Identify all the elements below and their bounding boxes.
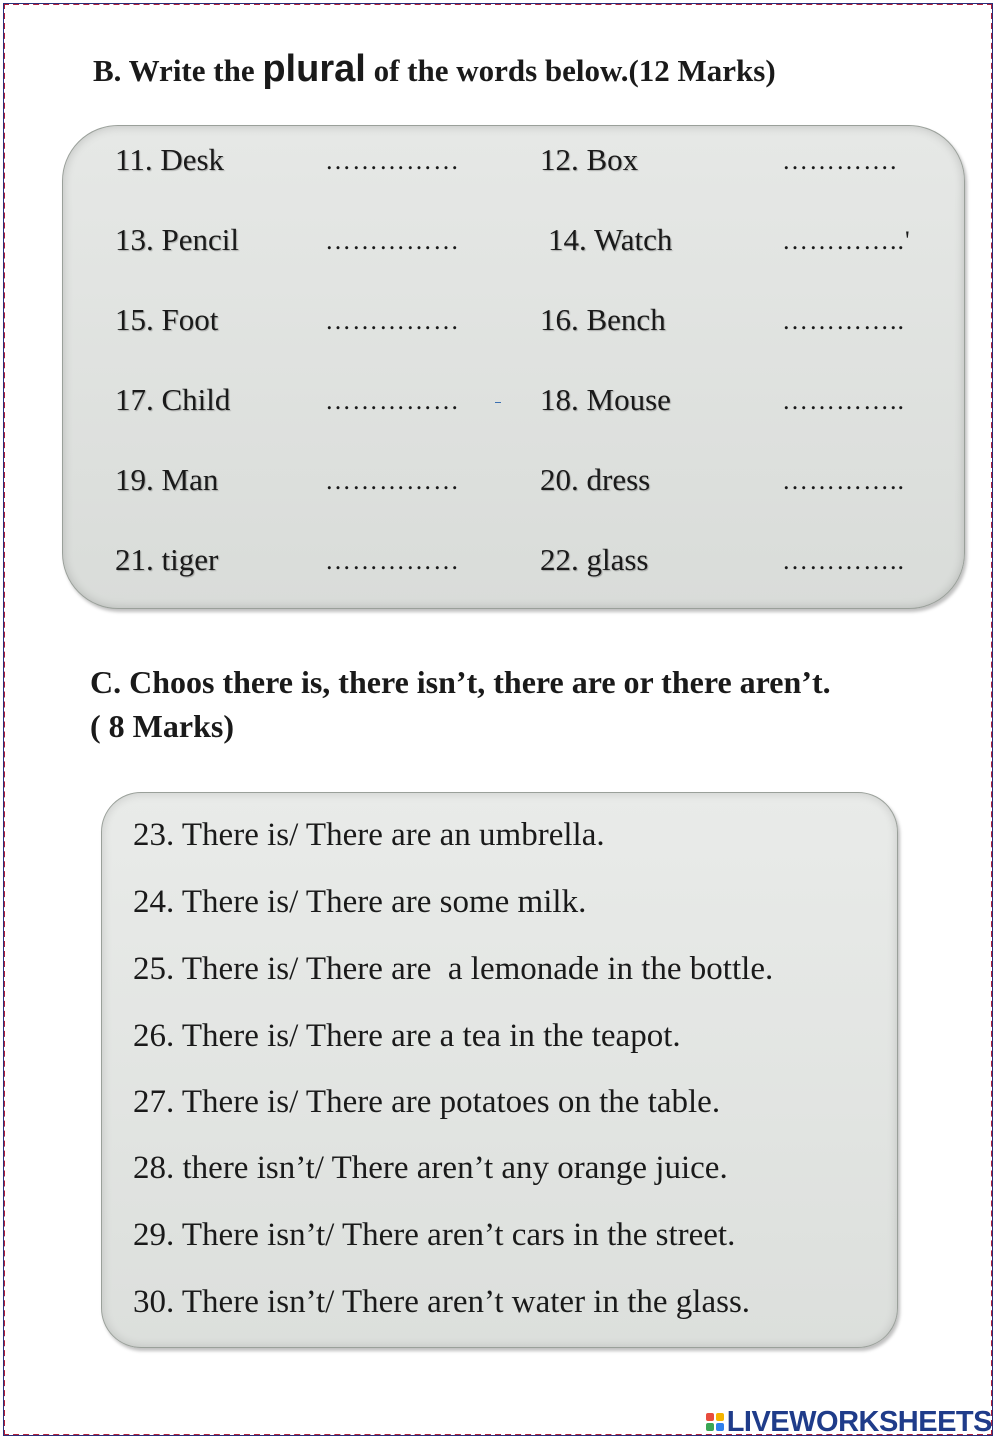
liveworksheets-logo[interactable] (706, 1404, 992, 1440)
logo-block-yellow (716, 1413, 724, 1421)
word-item-16: 16. Bench (540, 302, 666, 337)
sentence-25[interactable]: 25. There is/ There are a lemonade in the bottle. (133, 951, 774, 987)
logo-block-blue (716, 1423, 724, 1431)
answer-blank-18[interactable]: ………….. (782, 386, 905, 415)
answer-blank-13[interactable]: …………… (325, 226, 460, 255)
plural-words-box (62, 125, 965, 609)
logo-text: LIVEWORKSHEETS (726, 1405, 992, 1438)
word-item-19: 19. Man (115, 462, 219, 497)
sentence-23[interactable]: 23. There is/ There are an umbrella. (133, 817, 605, 853)
there-is-are-box (101, 792, 898, 1348)
answer-blank-20[interactable]: ………….. (782, 466, 905, 495)
answer-blank-15[interactable]: …………… (325, 306, 460, 335)
section-b-heading-end: of the words below.(12 Marks) (365, 53, 776, 88)
word-item-18: 18. Mouse (540, 382, 671, 417)
section-b-heading (93, 48, 776, 91)
word-item-14: 14. Watch (548, 222, 673, 257)
logo-block-red (706, 1413, 714, 1421)
answer-blank-22[interactable]: ………….. (782, 546, 905, 575)
sentence-28[interactable]: 28. there isn’t/ There aren’t any orange juice. (133, 1150, 728, 1186)
plural-emphasis: plural (262, 48, 366, 90)
answer-blank-16[interactable]: ………….. (782, 306, 905, 335)
section-c-heading-line1: C. Choos there is, there isn’t, there are or there aren’t. (90, 664, 831, 700)
word-item-11: 11. Desk (115, 142, 225, 177)
answer-blank-12[interactable]: …………. (782, 146, 898, 175)
word-item-17: 17. Child (115, 382, 231, 417)
section-c-marks: ( 8 Marks) (90, 708, 234, 744)
sentence-29[interactable]: 29. There isn’t/ There aren’t cars in the street. (133, 1217, 736, 1253)
answer-blank-19[interactable]: …………… (325, 466, 460, 495)
word-item-22: 22. glass (540, 542, 649, 577)
logo-blocks-icon (706, 1413, 724, 1431)
answer-blank-11[interactable]: …………… (325, 146, 460, 175)
word-item-15: 15. Foot (115, 302, 219, 337)
answer-blank-17[interactable]: …………… (325, 386, 460, 415)
word-item-13: 13. Pencil (115, 222, 239, 257)
word-item-21: 21. tiger (115, 542, 219, 577)
answer-blank-14[interactable]: …………..' (782, 226, 911, 255)
stray-dash-mark (495, 402, 501, 403)
logo-block-green (706, 1423, 714, 1431)
sentence-24[interactable]: 24. There is/ There are some milk. (133, 884, 587, 920)
sentence-30[interactable]: 30. There isn’t/ There aren’t water in the glass. (133, 1284, 751, 1320)
section-c-heading (90, 660, 970, 748)
sentence-27[interactable]: 27. There is/ There are potatoes on the table. (133, 1084, 721, 1120)
section-b-heading-start: B. Write the (93, 53, 263, 88)
word-item-12: 12. Box (540, 142, 639, 177)
sentence-26[interactable]: 26. There is/ There are a tea in the teapot. (133, 1018, 681, 1054)
answer-blank-21[interactable]: …………… (325, 546, 460, 575)
word-item-20: 20. dress (540, 462, 651, 497)
